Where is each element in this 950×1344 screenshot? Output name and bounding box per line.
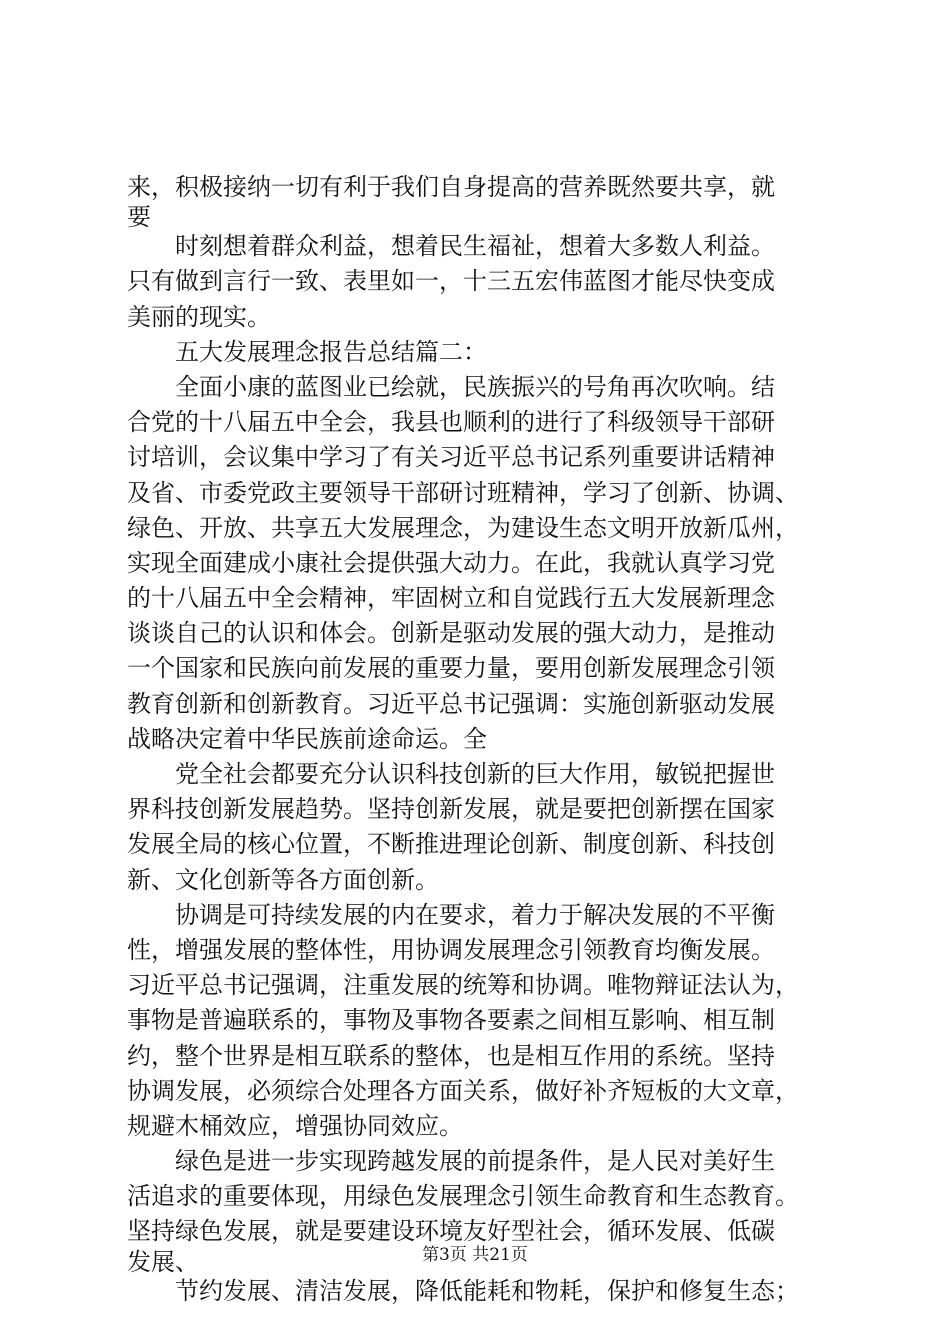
text-line: 五大发展理念报告总结篇二： — [175, 337, 487, 366]
text-line: 性，增强发展的整体性，用协调发展理念引领教育均衡发展。 — [127, 935, 775, 964]
text-line: 只有做到言行一致、表里如一，十三五宏伟蓝图才能尽快变成 — [127, 267, 775, 296]
text-line: 要 — [127, 203, 151, 232]
text-line: 美丽的现实。 — [127, 302, 271, 331]
text-line: 谈谈自己的认识和体会。创新是驱动发展的强大动力，是推动 — [127, 619, 775, 648]
text-line: 来，积极接纳一切有利于我们自身提高的营养既然要共享，就 — [127, 173, 775, 201]
text-line: 教育创新和创新教育。习近平总书记强调：实施创新驱动发展 — [127, 689, 775, 718]
text-line: 协调发展，必须综合处理各方面关系，做好补齐短板的大文章， — [127, 1076, 799, 1105]
text-line: 发展、 — [127, 1247, 199, 1276]
text-line: 活追求的重要体现，用绿色发展理念引领生命教育和生态教育。 — [127, 1182, 799, 1211]
text-line: 合党的十八届五中全会，我县也顺利的进行了科级领导干部研 — [127, 408, 775, 437]
text-line: 绿色、开放、共享五大发展理念，为建设生态文明开放新瓜州， — [127, 513, 799, 542]
text-line: 一个国家和民族向前发展的重要力量，要用创新发展理念引领 — [127, 654, 775, 683]
text-line: 讨培训，会议集中学习了有关习近平总书记系列重要讲话精神 — [127, 443, 775, 472]
text-line: 习近平总书记强调，注重发展的统筹和协调。唯物辩证法认为， — [127, 971, 799, 1000]
text-line: 节约发展、清洁发展，降低能耗和物耗，保护和修复生态； — [175, 1276, 799, 1305]
text-line: 全面小康的蓝图业已绘就，民族振兴的号角再次吹响。结 — [175, 372, 775, 401]
text-line: 实现全面建成小康社会提供强大动力。在此，我就认真学习党 — [127, 548, 775, 577]
text-line: 规避木桶效应，增强协同效应。 — [127, 1111, 463, 1140]
text-line: 绿色是进一步实现跨越发展的前提条件，是人民对美好生 — [175, 1147, 775, 1176]
text-line: 的十八届五中全会精神，牢固树立和自觉践行五大发展新理念 — [127, 584, 775, 613]
text-line: 约，整个世界是相互联系的整体，也是相互作用的系统。坚持 — [127, 1041, 775, 1070]
document-body — [127, 170, 832, 1309]
text-line: 新、文化创新等各方面创新。 — [127, 865, 439, 894]
text-line: 界科技创新发展趋势。坚持创新发展，就是要把创新摆在国家 — [127, 795, 775, 824]
text-line: 党全社会都要充分认识科技创新的巨大作用，敏锐把握世 — [175, 760, 775, 788]
text-line: 时刻想着群众利益，想着民生福祉，想着大多数人利益。 — [175, 232, 775, 261]
text-line: 坚持绿色发展，就是要建设环境友好型社会，循环发展、低碳 — [127, 1217, 775, 1246]
page-number-footer: 第3页 共21页 — [422, 1245, 528, 1265]
text-line: 事物是普遍联系的，事物及事物各要素之间相互影响、相互制 — [127, 1006, 775, 1035]
text-line: 发展全局的核心位置，不断推进理论创新、制度创新、科技创 — [127, 830, 775, 859]
text-line: 协调是可持续发展的内在要求，着力于解决发展的不平衡 — [175, 900, 775, 929]
text-line: 战略决定着中华民族前途命运。全 — [127, 724, 487, 753]
text-line: 及省、市委党政主要领导干部研讨班精神，学习了创新、协调、 — [127, 478, 799, 507]
